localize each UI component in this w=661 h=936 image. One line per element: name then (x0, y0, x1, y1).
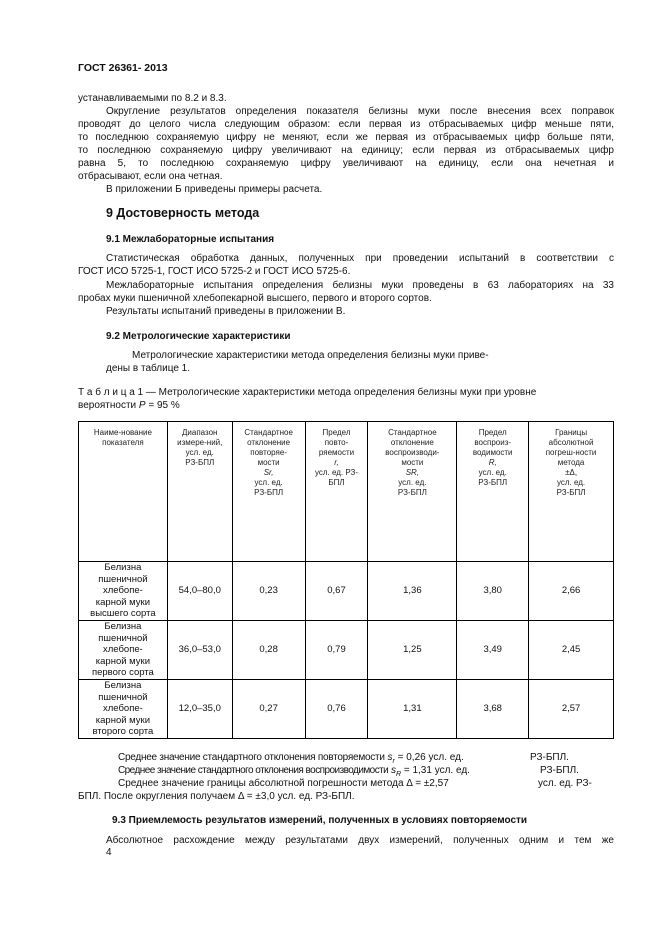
table-row (79, 562, 614, 621)
header-cell: Стандартное отклонение воспроизводи- мости SR, усл. ед. РЗ-БПЛ (368, 422, 457, 562)
sR-subscript: R (396, 771, 402, 778)
text-line: то последнюю сохраняемую цифру не меняют, если же первая из отбрасываемых цифр больше пяти, (78, 132, 614, 143)
sr-subscript: r (392, 758, 395, 765)
sR-cell: 1,25 (368, 621, 457, 680)
mean-value: = 1,31 усл. ед. (401, 765, 470, 776)
header-cell: Границы абсолютной погреш-ности метода ±Δ, усл. ед. РЗ-БПЛ (529, 422, 614, 562)
caption-p-symbol: P (138, 400, 146, 411)
r-cell: 0,67 (305, 562, 368, 621)
sR-symbol: s (391, 765, 396, 776)
mean-error-line: Среднее значение границы абсолютной погрешности метода Δ = ±2,57 (118, 778, 449, 789)
mean-error-continuation: БПЛ. После округления получаем Δ = ±3,0 усл. ед. РЗ-БПЛ. (78, 791, 355, 802)
section-9-3-text (78, 834, 614, 847)
text-line: Межлабораторные испытания определения белизны муки проведены в 63 лабораториях на 33 (106, 280, 614, 291)
mean-text: Среднее значение стандартного отклонения воспроизводимости (118, 765, 389, 776)
section-9-1-title: 9.1 Межлабораторные испытания (106, 234, 275, 245)
range-cell: 36,0–53,0 (167, 621, 232, 680)
header-cell: Стандартное отклонение повторяе- мости Sr, усл. ед. РЗ-БПЛ (232, 422, 305, 562)
text-line: Абсолютное расхождение между результатами двух измерений, полученных одним и тем же (106, 835, 614, 846)
header-cell: Диапазон измере-ний, усл. ед. РЗ-БПЛ (167, 422, 232, 562)
text-line: пробах муки пшеничной хлебопекарной высшего, первого и второго сортов. (78, 293, 432, 304)
r-cell: 0,76 (305, 680, 368, 739)
delta-cell: 2,45 (529, 621, 614, 680)
header-cell: Наиме-нование показателя (79, 422, 168, 562)
header-cell: Предел воспроиз- водимости R, усл. ед. РЗ-БПЛ (457, 422, 529, 562)
metrological-table (78, 421, 614, 739)
R-cell: 3,68 (457, 680, 529, 739)
text-line: Метрологические характеристики метода определения белизны муки приве- (132, 350, 489, 361)
text-line: равна 5, то последнюю сохраняемую цифру увеличивают на единицу, если она нечетная и (78, 158, 614, 169)
caption-line: Т а б л и ц а 1 — Метрологические характеристики метода определения белизны муки при уровне (78, 387, 537, 398)
sr-cell: 0,23 (232, 562, 305, 621)
table-header-row (79, 422, 614, 562)
range-cell: 54,0–80,0 (167, 562, 232, 621)
row-name-cell: Белизна пшеничной хлебопе- карной муки второго сорта (79, 680, 168, 739)
row-name-cell: Белизна пшеничной хлебопе- карной муки первого сорта (79, 621, 168, 680)
section-9-2-paragraph (106, 349, 489, 375)
appendix-reference: В приложении Б приведены примеры расчета. (106, 184, 323, 195)
R-cell: 3,49 (457, 621, 529, 680)
rounding-paragraph (78, 105, 614, 183)
mean-value: = 0,26 усл. ед. (394, 752, 464, 763)
sr-symbol: s (387, 752, 393, 763)
range-cell: 12,0–35,0 (167, 680, 232, 739)
sR-cell: 1,31 (368, 680, 457, 739)
sr-cell: 0,27 (232, 680, 305, 739)
delta-cell: 2,57 (529, 680, 614, 739)
text-line: ГОСТ ИСО 5725-1, ГОСТ ИСО 5725-2 и ГОСТ ИСО 5725-6. (78, 266, 351, 277)
table-caption (78, 386, 618, 412)
header-cell: Предел повто- ряемости r, усл. ед. РЗ- БПЛ (305, 422, 368, 562)
section-9-3-title: 9.3 Приемлемость результатов измерений, полученных в условиях повторяемости (112, 815, 528, 826)
section-9-title: 9 Достоверность метода (106, 206, 260, 220)
intro-line: устанавливаемыми по 8.2 и 8.3. (78, 93, 227, 104)
r-cell: 0,79 (305, 621, 368, 680)
caption-text: вероятности (78, 400, 139, 411)
section-9-1-paragraph-3: Результаты испытаний приведены в приложении В. (106, 306, 346, 317)
mean-error-unit: усл. ед. РЗ- (538, 778, 592, 789)
text-line: дены в таблице 1. (106, 363, 190, 374)
sr-cell: 0,28 (232, 621, 305, 680)
section-9-1-paragraph (78, 252, 614, 278)
mean-reproducibility-unit: РЗ-БПЛ. (540, 765, 579, 776)
text-line: Статистическая обработка данных, полученных при проведении испытаний в соответствии с (106, 253, 614, 264)
table-row (79, 621, 614, 680)
section-9-2-title: 9.2 Метрологические характеристики (106, 331, 291, 342)
R-cell: 3,80 (457, 562, 529, 621)
caption-line (78, 399, 618, 412)
caption-text: = 95 % (145, 400, 180, 411)
text-line: Округление результатов определения показателя белизны муки после внесения всех поправок (106, 106, 614, 117)
text-line: то последнюю сохраняемую цифру увеличивают на единицу; если первая из отбрасываемых цифр (78, 145, 614, 156)
delta-cell: 2,66 (529, 562, 614, 621)
text-line: проводят до целого числа следующим образом: если первая из отбрасываемых цифр меньше пяти, (78, 119, 614, 130)
text-line: отбрасывают, если она четная. (78, 171, 223, 182)
sR-cell: 1,36 (368, 562, 457, 621)
document-header: ГОСТ 26361- 2013 (78, 62, 168, 74)
mean-repeatability-unit: РЗ-БПЛ. (530, 752, 569, 763)
table-row (79, 680, 614, 739)
section-9-1-paragraph-2 (78, 279, 614, 305)
mean-text: Среднее значение стандартного отклонения повторяемости (118, 752, 385, 763)
row-name-cell: Белизна пшеничной хлебопе- карной муки высшего сорта (79, 562, 168, 621)
page-number: 4 (106, 847, 112, 858)
